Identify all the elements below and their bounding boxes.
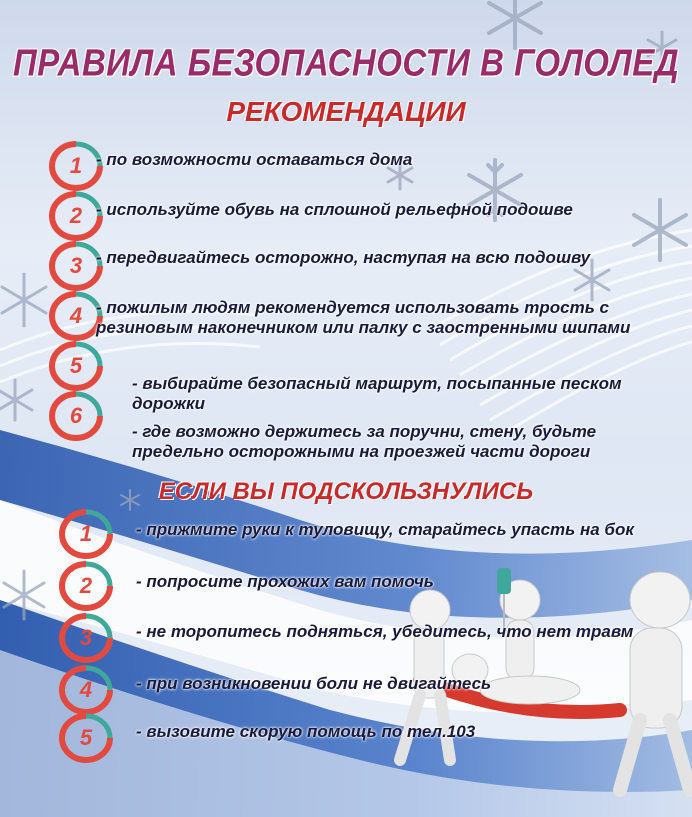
- number-badge: 3: [46, 240, 106, 292]
- list-item: [56, 664, 116, 716]
- list-item-text: - по возможности оставаться дома: [96, 150, 413, 169]
- list-item-text: - выбирайте безопасный маршрут, посыпанные песком дорожки: [132, 374, 622, 413]
- number-badge: 3: [56, 612, 116, 664]
- slip-heading: ЕСЛИ ВЫ ПОДСКОЛЬЗНУЛИСЬ: [158, 478, 534, 505]
- list-item-text: - вызовите скорую помощь по тел.103: [136, 722, 476, 741]
- number-badge: 5: [56, 712, 116, 764]
- list-item-text: - где возможно держитесь за поручни, стену, будьте предельно осторожными на проезжей части дороги: [132, 422, 597, 461]
- number-badge: 6: [46, 390, 106, 442]
- number-badge: 5: [46, 340, 106, 392]
- list-item: [46, 390, 106, 442]
- list-item-text: - при возникновении боли не двигайтесь: [136, 674, 492, 693]
- number-badge: 1: [46, 140, 106, 192]
- list-item: [46, 340, 106, 392]
- list-item-text: - используйте обувь на сплошной рельефной подошве: [96, 200, 573, 219]
- list-item: [56, 612, 116, 664]
- number-badge: 1: [56, 508, 116, 560]
- page-title: ПРАВИЛА БЕЗОПАСНОСТИ В ГОЛОЛЕД: [12, 41, 680, 84]
- list-item-text: - попросите прохожих вам помочь: [136, 572, 434, 591]
- recommendations-heading: РЕКОМЕНДАЦИИ: [226, 96, 466, 127]
- list-item: [56, 560, 116, 612]
- number-badge: 2: [46, 190, 106, 242]
- list-item: [56, 712, 116, 764]
- list-item-text: - прижмите руки к туловищу, старайтесь упасть на бок: [136, 520, 634, 539]
- number-badge: 2: [56, 560, 116, 612]
- list-item-text: - пожилым людям рекомендуется использовать трость с резиновым наконечником или палку с заостренными шипами: [96, 298, 631, 337]
- list-item-text: - не торопитесь подняться, убедитесь, что нет травм: [136, 622, 634, 641]
- number-badge: 4: [46, 290, 106, 342]
- list-item: [56, 508, 116, 560]
- list-item-text: - передвигайтесь осторожно, наступая на всю подошву: [96, 248, 591, 267]
- number-badge: 4: [56, 664, 116, 716]
